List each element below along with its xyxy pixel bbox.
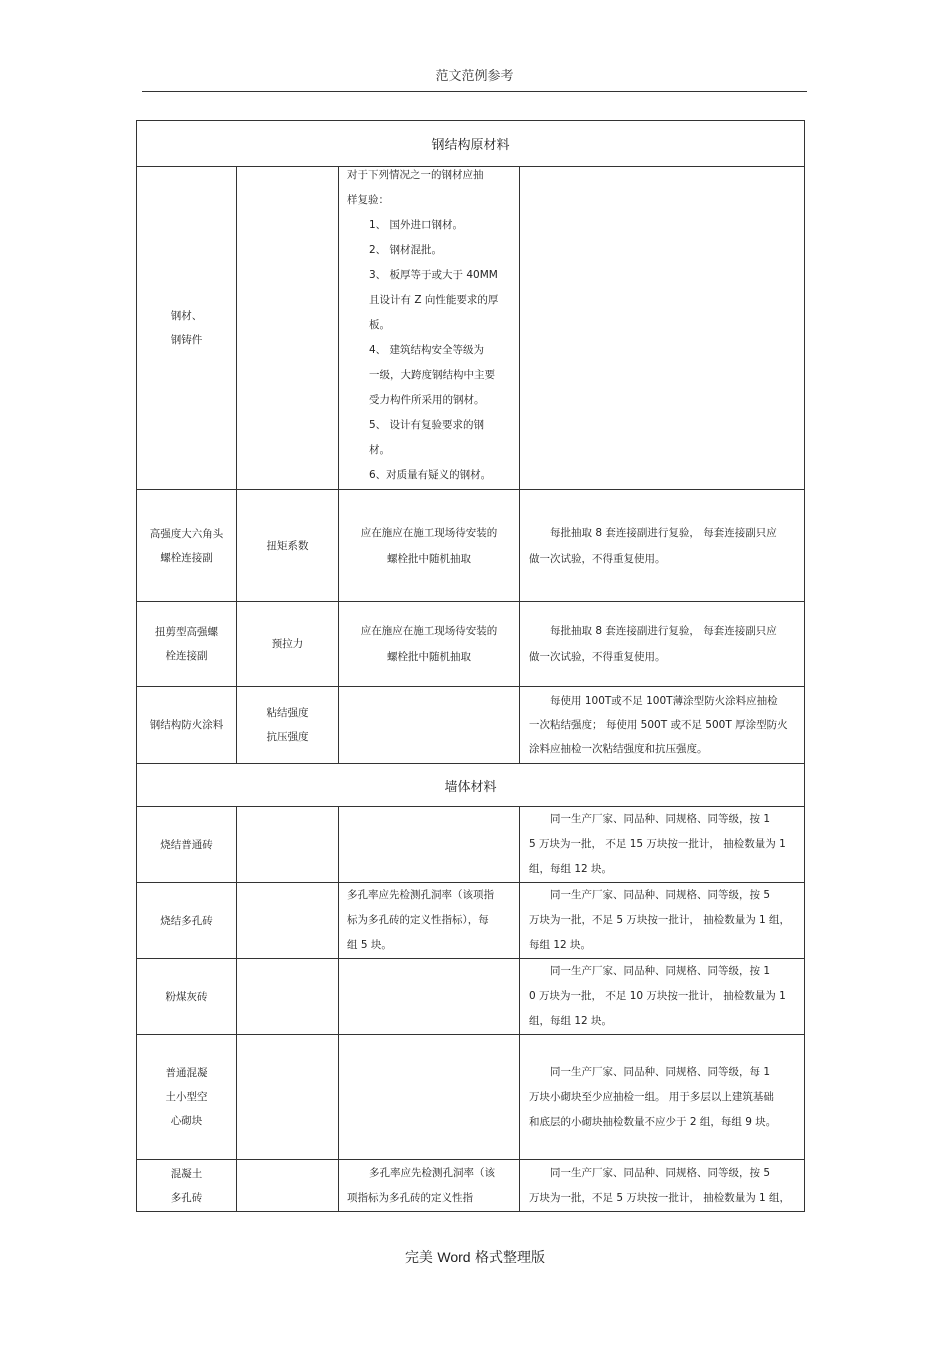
material-name-cell — [137, 167, 237, 490]
material-name: 普通混凝 — [165, 1067, 208, 1079]
section-title-steel: 钢结构原材料 — [137, 121, 805, 167]
batch-line: 每批抽取 8 套连接副进行复验， 每套连接副只应 — [550, 526, 777, 539]
batch-line: 同一生产厂家、同品种、同规格、同等级，按 5 — [550, 1166, 771, 1179]
batch-line: 组，每组 12 块。 — [529, 1015, 613, 1027]
material-name: 混凝土 — [170, 1167, 203, 1180]
sampling-cell — [339, 167, 520, 490]
sampling-line: 组 5 块。 — [347, 939, 392, 951]
sampling-line: 螺栓批中随机抽取 — [387, 651, 471, 663]
batch-line: 同一生产厂家、同品种、同规格、同等级，按 1 — [550, 813, 771, 825]
sampling-cell — [339, 959, 520, 1035]
material-name: 多孔砖 — [170, 1191, 203, 1204]
batch-line: 同一生产厂家、同品种、同规格、同等级，按 1 — [550, 965, 771, 977]
sampling-line: 样复验： — [347, 194, 389, 206]
material-name: 高强度大六角头 — [149, 527, 224, 540]
batch-line: 每组 12 块。 — [529, 939, 592, 951]
material-name: 扭剪型高强螺 — [155, 626, 218, 638]
footer-suffix: 格式整理版 — [470, 1250, 546, 1266]
sampling-line: 螺栓批中随机抽取 — [387, 552, 471, 565]
test-item-cell — [237, 807, 339, 883]
test-item-cell — [237, 1160, 339, 1212]
sampling-line: 应在施应在施工现场待安装的 — [360, 625, 498, 637]
batch-cell — [520, 602, 805, 687]
sampling-cell — [339, 1035, 520, 1160]
test-item: 粘结强度 — [266, 707, 309, 719]
material-name-cell — [137, 1160, 237, 1212]
material-name: 栓连接副 — [165, 650, 208, 662]
sampling-cell — [339, 602, 520, 687]
page-footer — [0, 1247, 950, 1267]
batch-line: 涂料应抽检一次粘结强度和抗压强度。 — [529, 743, 708, 755]
batch-line: 组，每组 12 块。 — [529, 863, 613, 875]
batch-line: 万块为一批，不足 5 万块按一批计， 抽检数量为 1 组， — [529, 1191, 791, 1204]
sampling-line: 且设计有 Z 向性能要求的厚 — [369, 294, 499, 306]
table-row-concrete-block — [137, 1035, 805, 1160]
material-name: 螺栓连接副 — [160, 551, 213, 564]
sampling-line: 一级，大跨度钢结构中主要 — [369, 369, 495, 381]
section-title-wall: 墙体材料 — [137, 764, 805, 807]
sampling-cell — [339, 687, 520, 764]
table-row-fireproof — [137, 687, 805, 764]
sampling-line: 5、 设计有复验要求的钢 — [369, 419, 485, 431]
batch-line: 每使用 100T或不足 100T薄涂型防火涂料应抽检 — [550, 695, 778, 707]
batch-line: 一次粘结强度； 每使用 500T 或不足 500T 厚涂型防火 — [529, 719, 788, 731]
sampling-line: 2、 钢材混批。 — [369, 244, 443, 256]
page-header: 范文范例参考 — [142, 66, 807, 92]
table-row-steel-plate — [137, 167, 805, 490]
test-item-cell — [237, 1035, 339, 1160]
batch-cell — [520, 959, 805, 1035]
sampling-cell — [339, 883, 520, 959]
test-item: 抗压强度 — [266, 731, 309, 743]
footer-word: Word — [437, 1249, 471, 1265]
sampling-cell — [339, 807, 520, 883]
batch-cell — [520, 167, 805, 490]
material-name: 钢结构防火涂料 — [137, 687, 237, 764]
section-row-steel — [137, 121, 805, 167]
table-row-concrete-perforated — [137, 1160, 805, 1212]
sampling-line: 多孔率应先检测孔洞率（该 — [369, 1166, 495, 1179]
batch-cell — [520, 687, 805, 764]
sampling-line: 材。 — [369, 444, 390, 456]
batch-line: 做一次试验，不得重复使用。 — [529, 651, 666, 663]
table-row-flyash — [137, 959, 805, 1035]
batch-cell — [520, 807, 805, 883]
test-item-cell — [237, 167, 339, 490]
table-row-ts-bolt — [137, 602, 805, 687]
material-name-cell — [137, 1035, 237, 1160]
table-row-hs-bolt — [137, 490, 805, 602]
test-item-cell — [237, 883, 339, 959]
section-row-wall — [137, 764, 805, 807]
material-name: 钢铸件 — [170, 334, 203, 346]
test-item-cell — [237, 959, 339, 1035]
material-name: 烧结普通砖 — [137, 807, 237, 883]
sampling-line: 板。 — [369, 319, 390, 331]
material-name: 心砌块 — [170, 1115, 203, 1127]
batch-cell — [520, 490, 805, 602]
material-name: 粉煤灰砖 — [137, 959, 237, 1035]
batch-line: 5 万块为一批， 不足 15 万块按一批计， 抽检数量为 1 — [529, 838, 786, 850]
test-item-cell — [237, 687, 339, 764]
batch-line: 同一生产厂家、同品种、同规格、同等级，每 1 — [550, 1065, 771, 1078]
material-name: 烧结多孔砖 — [137, 883, 237, 959]
test-item: 预拉力 — [237, 602, 339, 687]
material-name-cell — [137, 602, 237, 687]
batch-line: 万块小砌块至少应抽检一组。 用于多层以上建筑基础 — [529, 1090, 774, 1103]
sampling-line: 6、对质量有疑义的钢材。 — [369, 469, 492, 481]
batch-line: 做一次试验，不得重复使用。 — [529, 552, 666, 565]
sampling-line: 4、 建筑结构安全等级为 — [369, 344, 485, 356]
sampling-line: 标为多孔砖的定义性指标），每 — [347, 914, 489, 926]
batch-line: 同一生产厂家、同品种、同规格、同等级，按 5 — [550, 889, 771, 901]
table-row-fired-perforated — [137, 883, 805, 959]
table-row-fired-common — [137, 807, 805, 883]
batch-cell — [520, 883, 805, 959]
sampling-cell — [339, 490, 520, 602]
sampling-line: 受力构件所采用的钢材。 — [369, 394, 485, 406]
sampling-line: 多孔率应先检测孔洞率（该项指 — [347, 889, 494, 901]
sampling-line: 项指标为多孔砖的定义性指 — [347, 1191, 473, 1204]
batch-cell — [520, 1035, 805, 1160]
batch-line: 0 万块为一批， 不足 10 万块按一批计， 抽检数量为 1 — [529, 990, 786, 1002]
sampling-cell — [339, 1160, 520, 1212]
material-name: 钢材、 — [170, 310, 203, 322]
batch-line: 和底层的小砌块抽检数量不应少于 2 组，每组 9 块。 — [529, 1115, 777, 1128]
batch-line: 每批抽取 8 套连接副进行复验， 每套连接副只应 — [550, 625, 777, 637]
material-name: 土小型空 — [165, 1091, 208, 1103]
sampling-line: 1、 国外进口钢材。 — [369, 219, 464, 231]
test-item: 扭矩系数 — [237, 490, 339, 602]
material-name-cell — [137, 490, 237, 602]
footer-prefix: 完美 — [404, 1250, 438, 1266]
materials-table — [136, 120, 805, 1212]
batch-line: 万块为一批，不足 5 万块按一批计， 抽检数量为 1 组， — [529, 914, 791, 926]
batch-cell — [520, 1160, 805, 1212]
sampling-line: 3、 板厚等于或大于 40MM — [369, 269, 498, 281]
sampling-line: 应在施应在施工现场待安装的 — [360, 526, 498, 539]
sampling-line: 对于下列情况之一的钢材应抽 — [347, 169, 484, 181]
